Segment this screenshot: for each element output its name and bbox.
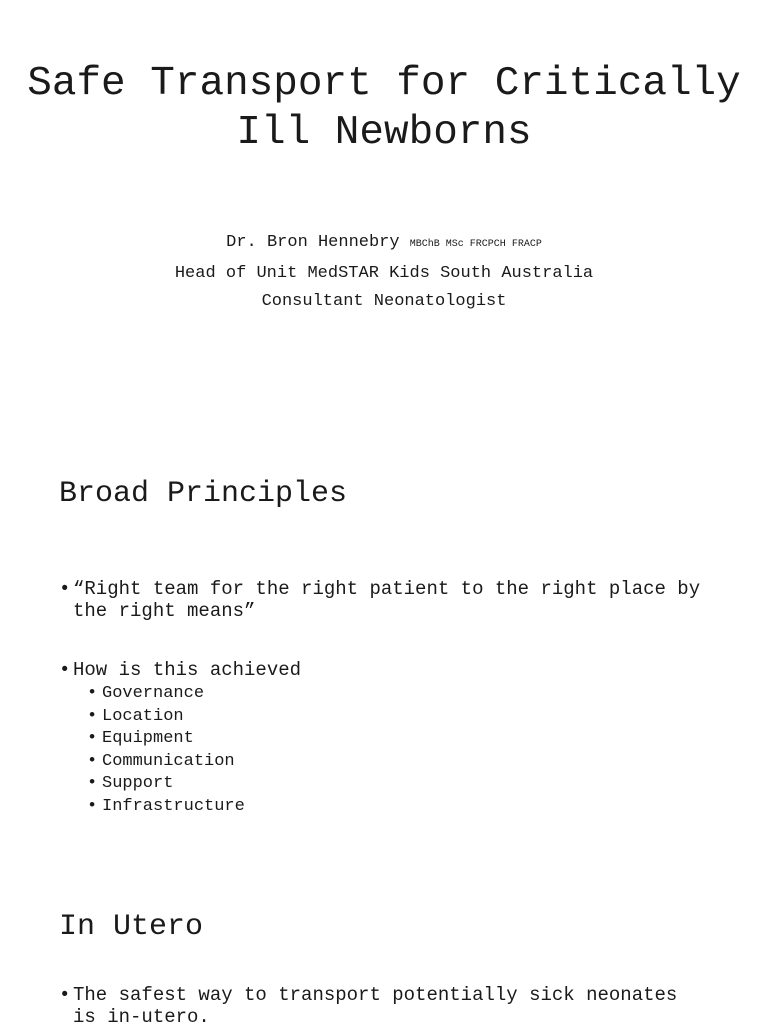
author-position: Head of Unit MedSTAR Kids South Australia [174, 263, 594, 283]
author-role: Consultant Neonatologist [261, 292, 507, 311]
slide-heading-in-utero: In Utero [59, 910, 204, 944]
author-qualifications: MBChB MSc FRCPCH FRACP [409, 239, 542, 250]
bullet-list [59, 984, 699, 1028]
bullet-text: How is this achieved [73, 659, 302, 681]
sub-bullet-item: • Infrastructure [87, 796, 709, 819]
slide-title: Safe Transport for Critically Ill Newborns [27, 61, 741, 156]
sub-bullet-item: • Communication [87, 751, 709, 774]
title-slide [0, 0, 768, 400]
bullet-item [59, 659, 709, 818]
sub-bullet-item: • Equipment [87, 728, 709, 751]
sub-bullet-list [73, 683, 709, 818]
slide-subtitle [0, 229, 768, 317]
bullet-item: • “Right team for the right patient to the right place by the right means” [59, 578, 709, 622]
bullet-list [59, 578, 709, 622]
slide-heading-broad-principles: Broad Principles [59, 477, 348, 511]
sub-bullet-item: • Location [87, 706, 709, 729]
sub-bullet-item: • Support [87, 773, 709, 796]
bullet-list [59, 659, 709, 818]
bullet-item: • The safest way to transport potentially sick neonates is in-utero. [59, 984, 699, 1028]
author-name: Dr. Bron Hennebry [226, 233, 400, 252]
sub-bullet-item: • Governance [87, 683, 709, 706]
author-line [0, 229, 768, 260]
